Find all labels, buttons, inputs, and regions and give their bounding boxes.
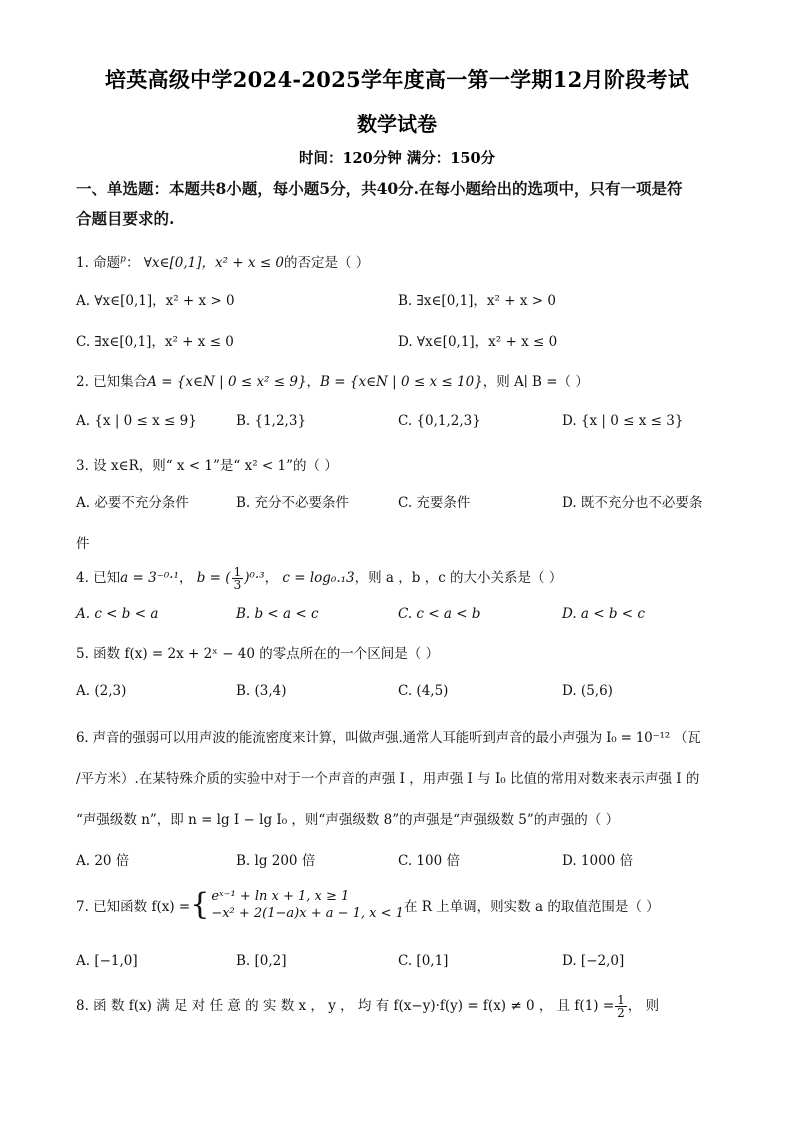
question-4-option-a: A. c < b < a: [76, 606, 159, 622]
question-7-option-d: D. [−2,0]: [562, 953, 625, 969]
question-3-option-b: B. 充分不必要条件: [236, 495, 350, 511]
question-2-option-b: B. {1,2,3}: [236, 413, 307, 429]
question-7-option-b: B. [0,2]: [236, 953, 287, 969]
fraction-one-third: $\frac{1}{3}$: [233, 565, 242, 592]
piecewise-cases: eˣ⁻¹ + ln x + 1, x ≥ 1 −x² + 2(1−a)x + a − 1, x < 1: [211, 889, 404, 921]
question-1-option-d: D. ∀x∈[0,1]，x² + x ≤ 0: [398, 334, 558, 350]
question-7-option-c: C. [0,1]: [398, 953, 449, 969]
question-1-option-b: B. ∃x∈[0,1]，x² + x > 0: [398, 293, 556, 309]
section-heading-line1: 一、单选题：本题共8小题，每小题5分，共40分.在每小题给出的选项中，只有一项是符: [76, 179, 683, 198]
fraction-one-half: $\frac{1}{2}$: [617, 993, 625, 1020]
question-3-option-d-wrap: 件: [76, 536, 90, 552]
question-6-option-c: C. 100 倍: [398, 853, 460, 869]
question-6-line1: 6. 声音的强弱可以用声波的能流密度来计算，叫做声强.通常人耳能听到声音的最小声强为 I₀ = 10⁻¹² （瓦: [76, 730, 701, 746]
question-5-option-b: B. (3,4): [236, 683, 287, 699]
question-3-option-d: D. 既不充分也不必要条: [562, 495, 703, 511]
section-heading: [76, 174, 726, 234]
question-1-stem: 1. 命题$^p$： ∀x∈[0,1]，x² + x ≤ 0的否定是（ ）: [76, 254, 370, 271]
question-7-stem: 7. 已知函数 f(x) ={ eˣ⁻¹ + ln x + 1, x ≥ 1 −x² + 2(1−a)x + a − 1, x < 1 在 R 上单调，则实数 a 的取值范围是（ ）: [76, 887, 660, 922]
question-6-option-d: D. 1000 倍: [562, 853, 634, 869]
question-1-option-c: C. ∃x∈[0,1]，x² + x ≤ 0: [76, 334, 234, 350]
question-2-option-d: D. {x | 0 ≤ x ≤ 3}: [562, 413, 684, 429]
question-4-stem: 4. 已知a = 3⁻⁰·¹， b = ( $\frac{1}{3}$ )⁰·³， c = log₀.₁3，则 a ，b ，c 的大小关系是（ ）: [76, 565, 563, 592]
question-1-option-a: A. ∀x∈[0,1]，x² + x > 0: [76, 293, 235, 309]
question-3-stem: 3. 设 x∈R，则“ x < 1”是“ x² < 1”的（ ）: [76, 458, 338, 474]
question-5-option-a: A. (2,3): [76, 683, 127, 699]
question-5-option-c: C. (4,5): [398, 683, 449, 699]
question-3-option-a: A. 必要不充分条件: [76, 495, 189, 511]
question-5-stem: 5. 函数 f(x) = 2x + 2ˣ − 40 的零点所在的一个区间是（ ）: [76, 646, 440, 662]
question-4-option-b: B. b < a < c: [236, 606, 319, 622]
section-heading-line2: 合题目要求的.: [76, 209, 175, 228]
question-2-stem: 2. 已知集合A = {x∈N | 0 ≤ x² ≤ 9}，B = {x∈N | 0 ≤ x ≤ 10}，则 A∣ B =（ ）: [76, 374, 589, 390]
question-2-option-c: C. {0,1,2,3}: [398, 413, 481, 429]
question-7-option-a: A. [−1,0]: [76, 953, 138, 969]
question-4-option-d: D. a < b < c: [562, 606, 645, 622]
question-2-option-a: A. {x | 0 ≤ x ≤ 9}: [76, 413, 197, 429]
question-3-option-c: C. 充要条件: [398, 495, 471, 511]
question-6-option-b: B. lg 200 倍: [236, 853, 316, 869]
exam-title: 培英高级中学2024-2025学年度高一第一学期12月阶段考试: [104, 67, 690, 92]
question-8-stem: 8. 函 数 f(x) 满 足 对 任 意 的 实 数 x ， y ， 均 有 f(x−y)·f(y) = f(x) ≠ 0 ， 且 f(1) = $\frac{1}{2}$ ， 则: [76, 993, 660, 1020]
question-4-option-c: C. c < a < b: [398, 606, 481, 622]
question-6-option-a: A. 20 倍: [76, 853, 130, 869]
exam-subtitle: 数学试卷: [357, 112, 437, 136]
question-5-option-d: D. (5,6): [562, 683, 613, 699]
question-6-line2: /平方米）.在某特殊介质的实验中对于一个声音的声强 I ，用声强 I 与 I₀ 比值的常用对数来表示声强 I 的: [76, 771, 700, 787]
question-6-line3: “声强级数 n”，即 n = lg I − lg I₀ ，则“声强级数 8”的声强是“声强级数 5”的声强的（ ）: [76, 812, 620, 828]
exam-meta: 时间：120分钟 满分：150分: [298, 150, 496, 167]
piecewise-brace: {: [190, 887, 210, 922]
